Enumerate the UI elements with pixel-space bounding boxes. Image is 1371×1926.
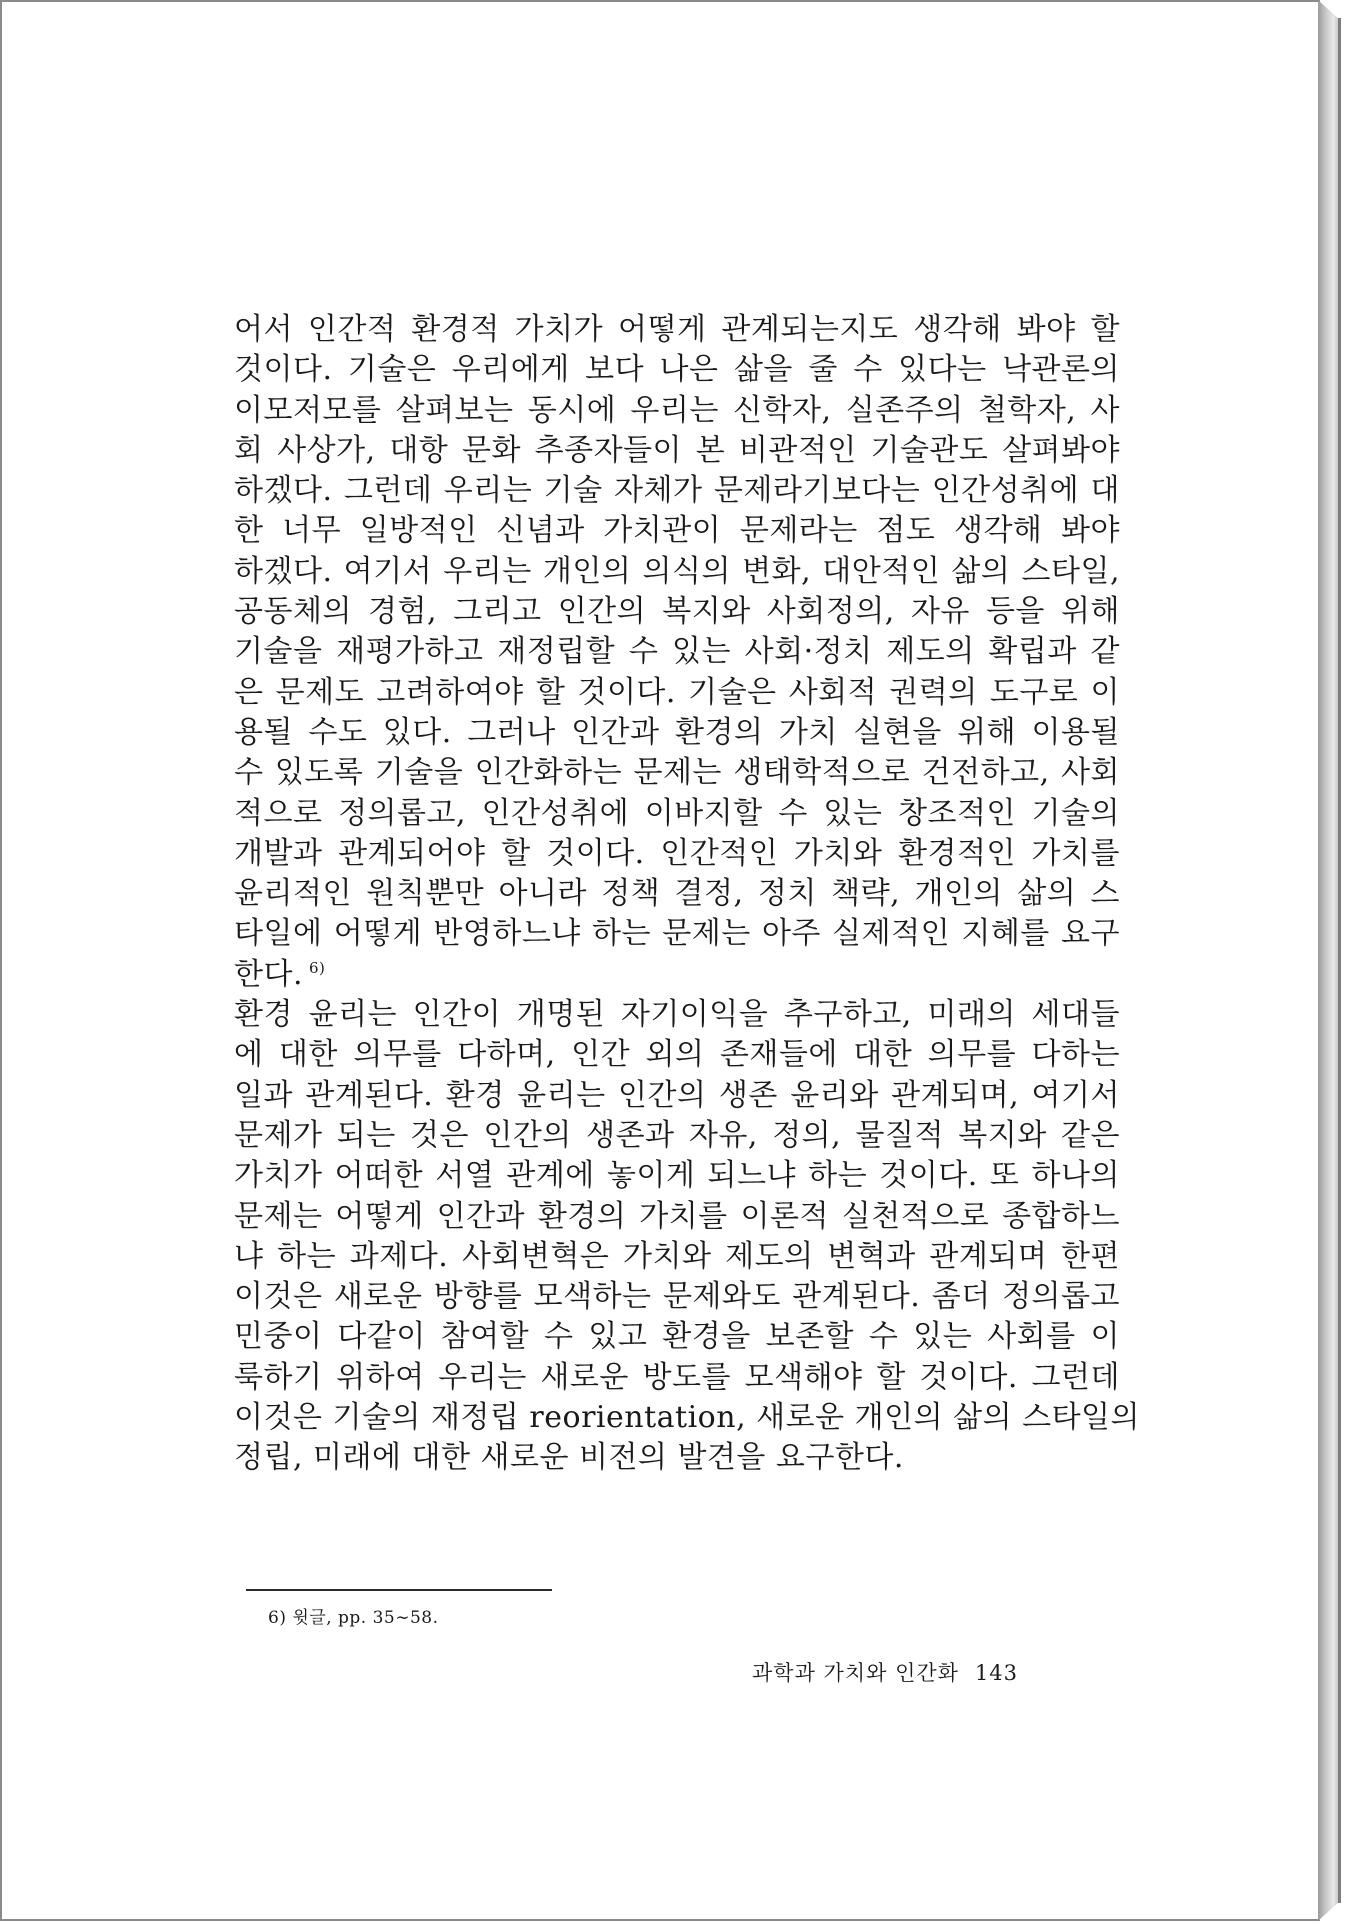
text-line: 이모저모를 살펴보는 동시에 우리는 신학자, 실존주의 철학자, 사 [234,392,1120,428]
running-footer-title: 과학과 가치와 인간화 [752,1661,959,1685]
text-line: 일과 관계된다. 환경 윤리는 인간의 생존 윤리와 관계되며, 여기서 [234,1077,1120,1113]
text-line: 정립, 미래에 대한 새로운 비전의 발견을 요구한다. [234,1440,904,1476]
text-line: 기술을 재평가하고 재정립할 수 있는 사회·정치 제도의 확립과 같 [234,634,1120,670]
text-line: 한 너무 일방적인 신념과 가치관이 문제라는 점도 생각해 봐야 [234,513,1120,549]
text-line: 룩하기 위하여 우리는 새로운 방도를 모색해야 할 것이다. 그런데 [234,1359,1120,1395]
text-line: 적으로 정의롭고, 인간성취에 이바지할 수 있는 창조적인 기술의 [234,795,1120,831]
footnote-reference[interactable]: 6) [309,958,326,977]
text-line: 문제는 어떻게 인간과 환경의 가치를 이론적 실천적으로 종합하느 [234,1198,1120,1234]
paragraph [234,995,1141,1479]
footnote: 6) 윗글, pp. 35∼58. [268,1608,439,1628]
text-line: 윤리적인 원칙뿐만 아니라 정책 결정, 정치 책략, 개인의 삶의 스 [234,876,1120,912]
text-line: 수 있도록 기술을 인간화하는 문제는 생태학적으로 건전하고, 사회 [234,755,1120,791]
text-line: 냐 하는 과제다. 사회변혁은 가치와 제도의 변혁과 관계되며 한편 [234,1238,1120,1274]
text-line [234,955,1120,995]
text-line: 에 대한 의무를 다하며, 인간 외의 존재들에 대한 의무를 다하는 [234,1037,1120,1073]
text-line: 가치가 어떠한 서열 관계에 놓이게 되느냐 하는 것이다. 또 하나의 [234,1158,1120,1194]
text-line: 타일에 어떻게 반영하느냐 하는 문제는 아주 실제적인 지혜를 요구 [234,916,1120,952]
text-line-content: 한다. [234,956,303,992]
text-line: 공동체의 경험, 그리고 인간의 복지와 사회정의, 자유 등을 위해 [234,594,1120,630]
text-line: 환경 윤리는 인간이 개명된 자기이익을 추구하고, 미래의 세대들 [234,997,1120,1033]
page-edge-line [1338,18,1341,1903]
page-curl-edge [1318,0,1340,1921]
text-line: 하겠다. 여기서 우리는 개인의 의식의 변화, 대안적인 삶의 스타일, [234,553,1120,589]
text-line: 은 문제도 고려하여야 할 것이다. 기술은 사회적 권력의 도구로 이 [234,674,1120,710]
body-text [234,310,1141,1479]
text-line: 개발과 관계되어야 할 것이다. 인간적인 가치와 환경적인 가치를 [234,835,1120,871]
footnote-divider [246,1589,552,1591]
paragraph [234,310,1120,995]
text-line: 하겠다. 그런데 우리는 기술 자체가 문제라기보다는 인간성취에 대 [234,473,1120,509]
text-line: 어서 인간적 환경적 가치가 어떻게 관계되는지도 생각해 봐야 할 [234,312,1120,347]
running-footer [752,1657,1018,1687]
text-line: 이것은 기술의 재정립 reorientation, 새로운 개인의 삶의 스타일의 [234,1400,1141,1436]
text-line: 회 사상가, 대항 문화 추종자들이 본 비관적인 기술관도 살펴봐야 [234,432,1120,468]
text-line: 문제가 되는 것은 인간의 생존과 자유, 정의, 물질적 복지와 같은 [234,1117,1120,1153]
text-line: 것이다. 기술은 우리에게 보다 나은 삶을 줄 수 있다는 낙관론의 [234,352,1120,388]
text-line: 민중이 다같이 참여할 수 있고 환경을 보존할 수 있는 사회를 이 [234,1319,1120,1355]
page-number: 143 [974,1661,1019,1685]
text-line: 이것은 새로운 방향를 모색하는 문제와도 관계된다. 좀더 정의롭고 [234,1279,1120,1315]
text-line: 용될 수도 있다. 그러나 인간과 환경의 가치 실현을 위해 이용될 [234,714,1120,750]
